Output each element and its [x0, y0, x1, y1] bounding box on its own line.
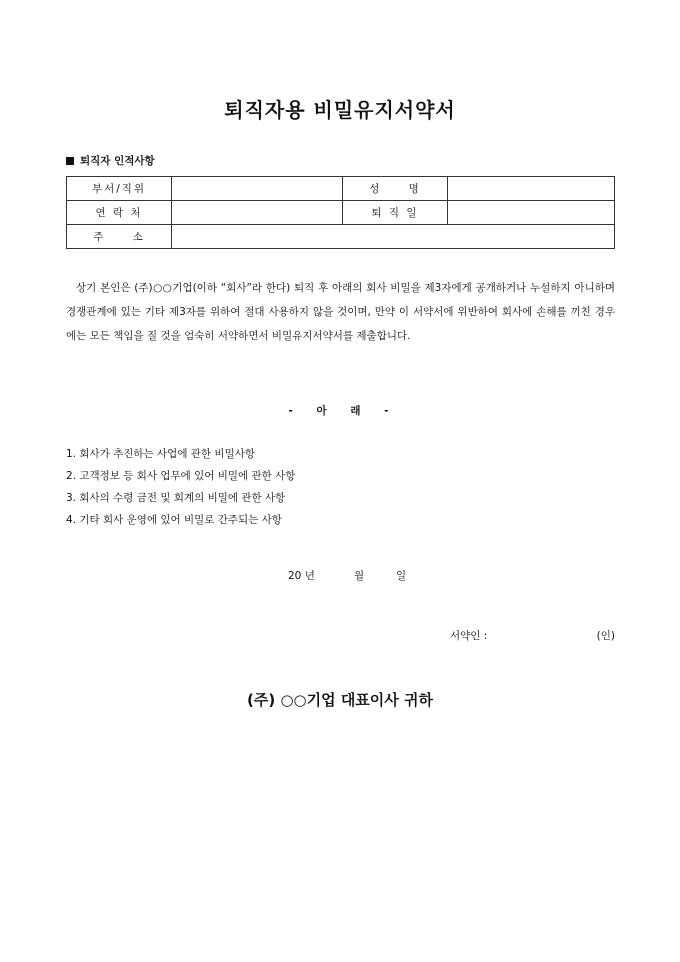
list-item: 1. 회사가 추진하는 사업에 관한 비밀사항	[66, 448, 255, 460]
secret-items-list	[66, 443, 295, 531]
name-field[interactable]	[448, 177, 615, 201]
addressee: (주) ○○기업 대표이사 귀하	[247, 691, 433, 709]
list-item: 3. 회사의 수령 금전 및 회계의 비밀에 관한 사항	[66, 492, 286, 504]
retiree-info-table	[66, 176, 615, 249]
below-heading: - 아 래 -	[288, 405, 392, 417]
table-row	[67, 201, 615, 225]
list-item: 2. 고객정보 등 회사 업무에 있어 비밀에 관한 사항	[66, 470, 296, 482]
dept-label: 부서/직위	[67, 177, 172, 201]
name-label: 성 명	[343, 177, 448, 201]
list-item: 4. 기타 회사 운영에 있어 비밀로 간주되는 사항	[66, 514, 282, 526]
seal-mark: (인)	[596, 630, 615, 642]
square-bullet-icon	[66, 157, 74, 165]
pledge-paragraph: 상기 본인은 (주)○○기업(이하 “회사”라 한다) 퇴직 후 아래의 회사 비밀을 제3자에게 공개하거나 누설하지 아니하며 경쟁관계에 있는 기타 제3자를 위하여 절대 사용하지 않을 것이며, 만약 이 서약서에 위반하여 회사에 손해를 끼친 경우에는 모든 책임을 질 것을 엄숙히 서약하면서 비밀유지서약서를 제출합니다.	[66, 282, 615, 342]
table-row	[67, 225, 615, 249]
contact-field[interactable]	[172, 201, 343, 225]
date-month: 월	[354, 570, 365, 582]
date-line	[288, 568, 406, 583]
section-heading-label: 퇴직자 인적사항	[80, 155, 155, 167]
date-day: 일	[396, 570, 407, 582]
date-year: 20 년	[288, 570, 315, 582]
address-field[interactable]	[172, 225, 615, 249]
section-heading	[66, 153, 155, 168]
retire-date-field[interactable]	[448, 201, 615, 225]
document-title: 퇴직자용 비밀유지서약서	[224, 98, 456, 122]
address-label: 주 소	[67, 225, 172, 249]
table-row	[67, 177, 615, 201]
signer-label: 서약인 :	[450, 630, 488, 642]
signer-line	[450, 628, 615, 643]
contact-label: 연 락 처	[67, 201, 172, 225]
retire-date-label: 퇴 직 일	[343, 201, 448, 225]
dept-field[interactable]	[172, 177, 343, 201]
